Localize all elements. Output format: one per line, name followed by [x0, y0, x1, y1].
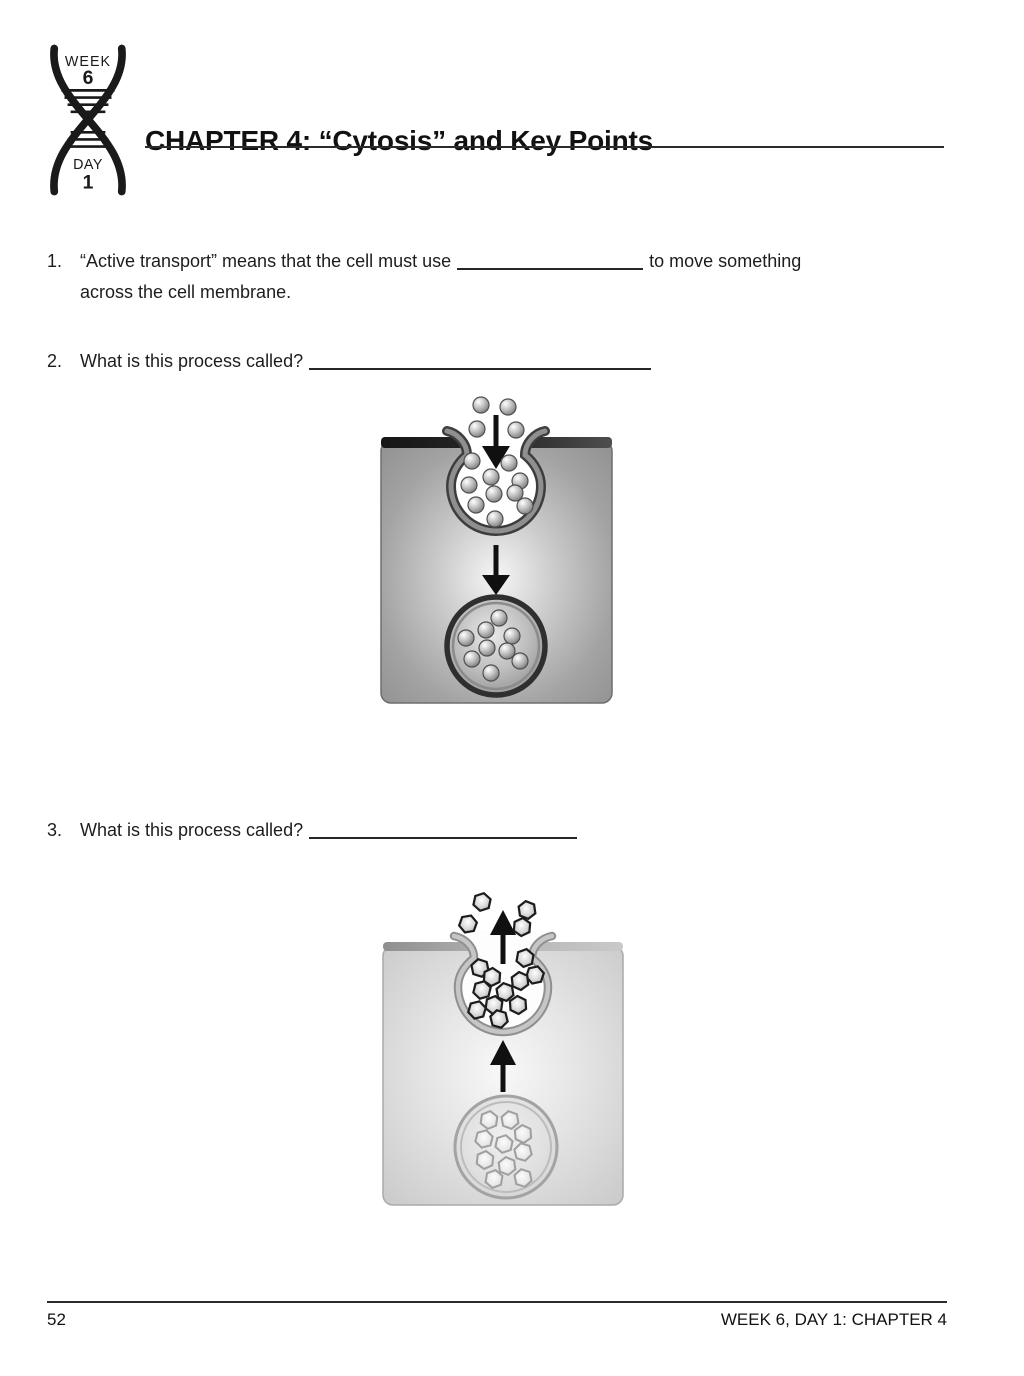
footer-running-head: WEEK 6, DAY 1: CHAPTER 4 — [720, 1310, 947, 1329]
question-2-number: 2. — [47, 351, 63, 371]
week-label: WEEK — [64, 53, 112, 70]
question-3-answer-blank[interactable] — [309, 837, 577, 839]
question-1-text-after-blank: to move something — [649, 251, 802, 271]
week-day-dna-logo — [42, 42, 134, 196]
title-underline — [145, 146, 944, 148]
question-1-line-2 — [80, 282, 291, 303]
footer-rule — [47, 1301, 947, 1303]
endocytosis-diagram — [369, 389, 629, 711]
question-3-text: What is this process called? — [80, 820, 304, 840]
question-1-answer-blank[interactable] — [457, 268, 643, 270]
day-number: 1 — [82, 171, 94, 194]
question-2-text: What is this process called? — [80, 351, 304, 371]
question-3-number: 3. — [47, 820, 63, 840]
question-1-text-line-2: across the cell membrane. — [80, 282, 292, 302]
week-number: 6 — [82, 67, 94, 90]
question-2-line — [47, 351, 657, 372]
page-number: 52 — [47, 1310, 66, 1329]
question-2-answer-blank[interactable] — [309, 368, 651, 370]
day-label: DAY — [73, 157, 103, 174]
exocytosis-diagram — [369, 886, 635, 1218]
question-3-line — [47, 820, 583, 841]
question-1-number: 1. — [47, 251, 63, 271]
question-1-line-1 — [47, 251, 801, 272]
question-1-text-before-blank: “Active transport” means that the cell must use — [80, 251, 452, 271]
chapter-title: CHAPTER 4: “Cytosis” and Key Points — [145, 124, 653, 156]
